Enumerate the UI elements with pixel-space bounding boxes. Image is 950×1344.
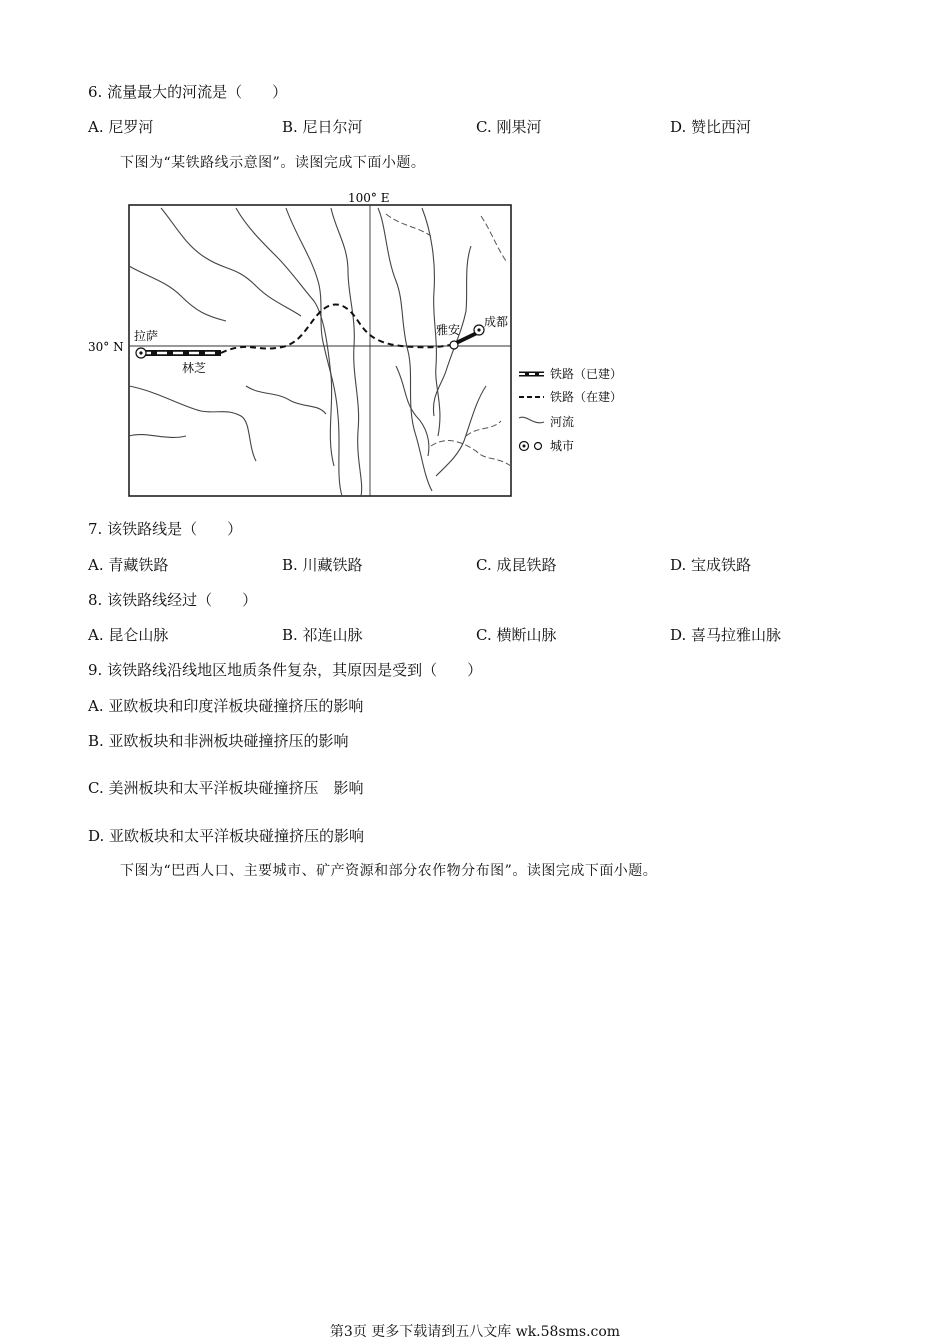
- q9-option-a: A. 亚欧板块和印度洋板块碰撞挤压的影响: [88, 697, 364, 715]
- city-label-chengdu: 成都: [484, 315, 509, 329]
- map-legend: [519, 366, 622, 453]
- q7-option-c: C. 成昆铁路: [476, 556, 557, 574]
- q7-option-b: B. 川藏铁路: [282, 556, 363, 574]
- q7-stem: 7. 该铁路线是（ ）: [88, 520, 243, 538]
- q8-option-d: D. 喜马拉雅山脉: [670, 626, 782, 644]
- q7-option-a: A. 青藏铁路: [88, 556, 169, 574]
- railway-built: [141, 332, 479, 353]
- legend-river: 河流: [550, 415, 575, 429]
- q6-option-a: A. 尼罗河: [88, 118, 154, 136]
- intro-brazil-map: 下图为“巴西人口、主要城市、矿产资源和部分农作物分布图”。读图完成下面小题。: [120, 863, 658, 879]
- legend-city: 城市: [550, 439, 575, 453]
- q8-option-b: B. 祁连山脉: [282, 626, 363, 644]
- intro-railway-map: 下图为“某铁路线示意图”。读图完成下面小题。: [120, 155, 426, 171]
- q6-stem: 6. 流量最大的河流是（ ）: [88, 83, 288, 101]
- city-label-lasa: 拉萨: [134, 329, 159, 343]
- q6-option-b: B. 尼日尔河: [282, 118, 363, 136]
- q6-option-c: C. 刚果河: [476, 118, 542, 136]
- q8-option-a: A. 昆仑山脉: [88, 626, 169, 644]
- city-label-yaan: 雅安: [436, 323, 461, 337]
- q9-option-c: C. 美洲板块和太平洋板块碰撞挤压 影响: [88, 779, 364, 797]
- railway-map: [86, 186, 646, 502]
- legend-under-construction: 铁路（在建）: [550, 390, 623, 404]
- boundaries: [386, 214, 511, 466]
- q8-stem: 8. 该铁路线经过（ ）: [88, 591, 258, 609]
- q9-stem: 9. 该铁路线沿线地区地质条件复杂，其原因是受到（ ）: [88, 661, 483, 679]
- legend-built: 铁路（已建）: [550, 367, 623, 381]
- page-footer: 第3页 更多下载请到五八文库 wk.58sms.com: [329, 1324, 621, 1340]
- lon-label: 100° E: [348, 191, 390, 205]
- q7-option-d: D. 宝成铁路: [670, 556, 752, 574]
- q8-option-c: C. 横断山脉: [476, 626, 557, 644]
- q9-option-b: B. 亚欧板块和非洲板块碰撞挤压的影响: [88, 732, 349, 750]
- q9-option-d: D. 亚欧板块和太平洋板块碰撞挤压的影响: [88, 827, 365, 845]
- city-label-linzhi: 林芝: [182, 361, 207, 375]
- q6-option-d: D. 赞比西河: [670, 118, 752, 136]
- city-yaan-marker: [450, 341, 458, 349]
- lat-label: 30° N: [88, 340, 124, 354]
